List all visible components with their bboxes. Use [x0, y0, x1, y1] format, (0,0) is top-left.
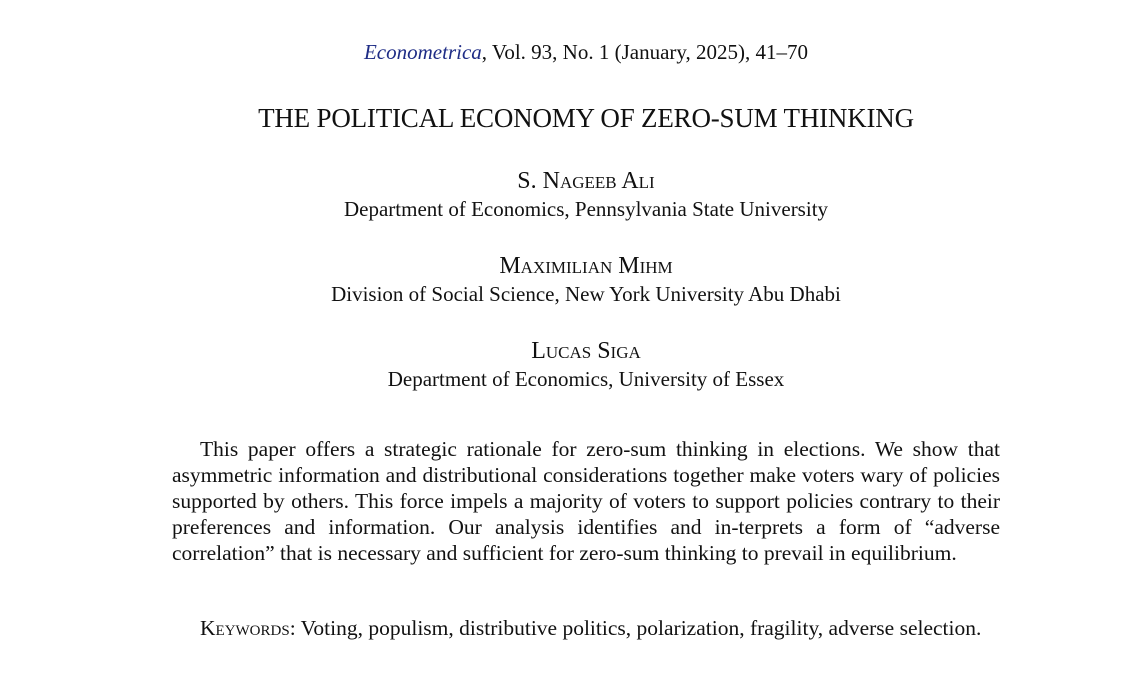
- author-block-3: [0, 336, 1138, 392]
- abstract: This paper offers a strategic rationale for zero-sum thinking in elections. We show that asymmetric information and distributional considerations together make voters wary of policies supported by others. This force impels a majority of voters to support policies contrary to their preferences and information. Our analysis identifies and in-terprets a form of “adverse correlation” that is necessary and sufficient for zero-sum thinking to prevail in equilibrium.: [172, 437, 1000, 565]
- author-block-2: [0, 251, 1138, 307]
- citation-details: , Vol. 93, No. 1 (January, 2025), 41–70: [481, 40, 809, 64]
- paper-title: THE POLITICAL ECONOMY OF ZERO-SUM THINKING: [258, 103, 914, 133]
- author-affiliation: Department of Economics, Pennsylvania State University: [343, 197, 829, 221]
- journal-name-link[interactable]: Econometrica: [363, 40, 482, 64]
- keywords-text: Voting, populism, distributive politics, polarization, fragility, adverse selection.: [295, 616, 982, 640]
- author-name: Lucas Siga: [531, 338, 641, 364]
- keywords-label: Keywords:: [200, 616, 296, 640]
- author-block-1: [0, 166, 1138, 222]
- author-name: Maximilian Mihm: [499, 253, 673, 279]
- author-affiliation: Department of Economics, University of Essex: [387, 367, 785, 391]
- keywords: [172, 615, 1000, 641]
- author-affiliation: Division of Social Science, New York University Abu Dhabi: [331, 282, 841, 306]
- journal-citation: [0, 38, 1138, 66]
- author-name: S. Nageeb Ali: [517, 168, 655, 194]
